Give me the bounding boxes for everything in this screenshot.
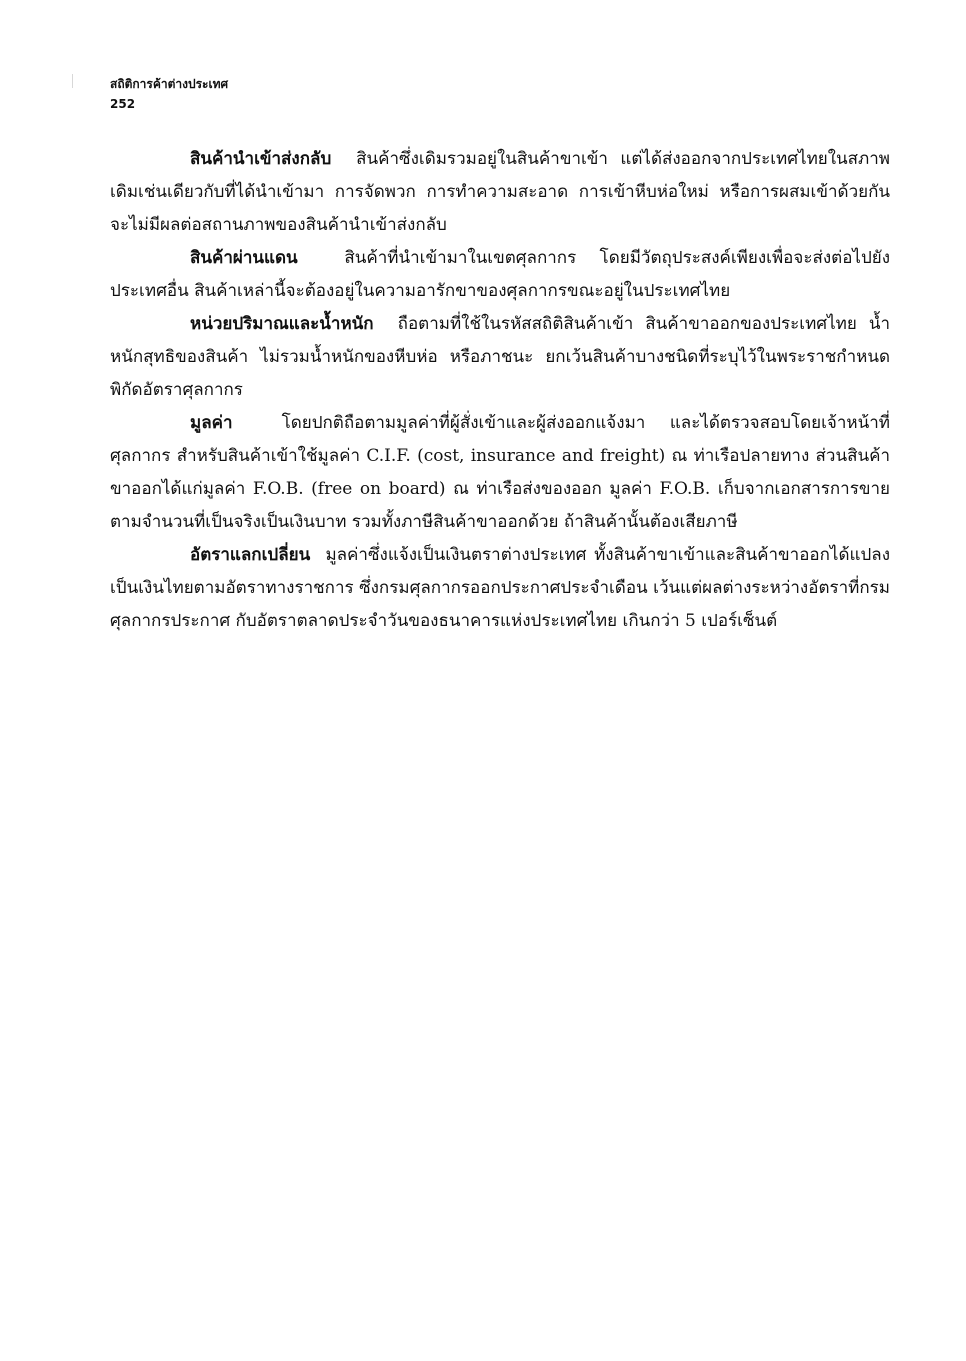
paragraph-transit xyxy=(110,242,890,308)
term-transit-goods: สินค้าผ่านแดน xyxy=(190,248,298,268)
paragraph-units xyxy=(110,308,890,407)
paragraph-exchange-rate xyxy=(110,539,890,638)
running-header xyxy=(110,74,228,114)
page-number: 252 xyxy=(110,97,136,111)
term-units-weight: หน่วยปริมาณและน้ำหนัก xyxy=(190,314,374,334)
term-reexport-goods: สินค้านำเข้าส่งกลับ xyxy=(190,149,332,169)
term-exchange-rate: อัตราแลกเปลี่ยน xyxy=(190,545,311,565)
paragraph-value xyxy=(110,407,890,539)
definition-exchange-rate: มูลค่าซึ่งแจ้งเป็นเงินตราต่างประเทศ ทั้งสินค้าขาเข้าและสินค้าขาออกได้แปลงเป็นเงินไทยตามอัตราทางราชการ ซึ่งกรมศุลกากรออกประกาศประจำเดือน เว้นแต่ผลต่างระหว่างอัตราที่กรมศุลกากรประกาศ กับอัตราตลาดประจำวันของธนาคารแห่งประเทศไทย เกินกว่า 5 เปอร์เซ็นต์ xyxy=(110,545,890,631)
header-title: สถิติการค้าต่างประเทศ xyxy=(110,77,229,91)
term-value: มูลค่า xyxy=(190,413,233,433)
definition-units-weight: ถือตามที่ใช้ในรหัสสถิติสินค้าเข้า สินค้าขาออกของประเทศไทย น้ำหนักสุทธิของสินค้า ไม่รวมน้ำหนักของหีบห่อ หรือภาชนะ ยกเว้นสินค้าบางชนิดที่ระบุไว้ในพระราชกำหนดพิกัดอัตราศุลกากร xyxy=(110,314,890,400)
body-text xyxy=(110,143,890,638)
definition-transit-goods: สินค้าที่นำเข้ามาในเขตศุลกากร โดยมีวัตถุประสงค์เพียงเพื่อจะส่งต่อไปยังประเทศอื่น สินค้าเหล่านี้จะต้องอยู่ในความอารักขาของศุลกากรขณะอยู่ในประเทศไทย xyxy=(110,248,891,301)
paragraph-reimport xyxy=(110,143,890,242)
definition-reexport-goods: สินค้าซึ่งเดิมรวมอยู่ในสินค้าขาเข้า แต่ได้ส่งออกจากประเทศไทยในสภาพเดิมเช่นเดียวกับที่ได้นำเข้ามา การจัดพวก การทำความสะอาด การเข้าหีบห่อใหม่ หรือการผสมเข้าด้วยกัน จะไม่มีผลต่อสถานภาพของสินค้านำเข้าส่งกลับ xyxy=(110,149,891,235)
definition-value: โดยปกติถือตามมูลค่าที่ผู้สั่งเข้าและผู้ส่งออกแจ้งมา และได้ตรวจสอบโดยเจ้าหน้าที่ศุลกากร สำหรับสินค้าเข้าใช้มูลค่า C.I.F. (cost, insurance and freight) ณ ท่าเรือปลายทาง ส่วนสินค้าขาออกได้แก่มูลค่า F.O.B. (free on board) ณ ท่าเรือส่งของออก มูลค่า F.O.B. เก็บจากเอกสารการขายตามจำนวนที่เป็นจริงเป็นเงินบาท รวมทั้งภาษีสินค้าขาออกด้วย ถ้าสินค้านั้นต้องเสียภาษี xyxy=(110,413,891,532)
scan-artifact xyxy=(72,74,73,88)
